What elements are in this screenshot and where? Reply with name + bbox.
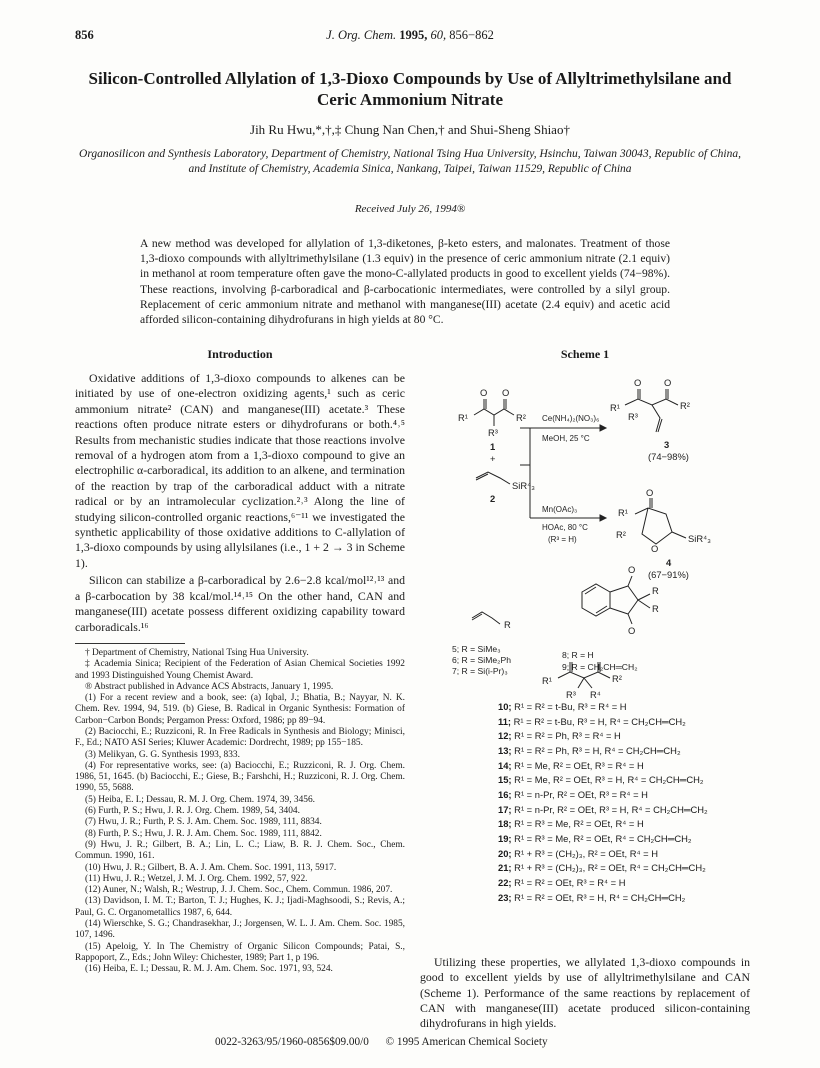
condition-meoh: MeOH, 25 °C	[542, 434, 590, 443]
publication-code: 0022-3263/95/1960-0856$09.00/0	[215, 1036, 369, 1048]
atom-o: O	[646, 487, 654, 498]
abstract: A new method was developed for allylation of 1,3-diketones, β-keto esters, and malonates. Treatment of those 1,3-dioxo compounds with allyltrimethylsilane (1.3 equiv) in the presence of ceric ammonium nitrate (2.1 equiv) in methanol at room temperature often gave the mono-C-allylated products in good to excellent yields (74−98%). These reactions, involving β-carboradical and β-carbocationic intermediates, were controlled by a silyl group. Replacement of ceric ammonium nitrate and methanol with manganese(III) acetate (2.4 equiv) and acetic acid afforded silicon-containing dihydrofurans in high yields at 80 °C.	[140, 237, 670, 327]
compound-number: 3	[664, 439, 670, 450]
intro-paragraph-1: Oxidative additions of 1,3-dioxo compounds to alkenes can be initiated by use of one-electron oxidizing agents,¹ such as ceric ammonium nitrate² (CAN) and manganese(III) acetate.³ These reactions often produce nitrate esters or dihydrofurans or both.⁴˒⁵ Results from mechanistic studies indicate that those reactions involve removal of a hydrogen atom from a 1,3-dioxo compound to give an electrophilic α-carboradical, its addition to an alkene, and termination of the reaction by trap of the carboradical adduct with a nitrate radical or by an intramolecular cyclization.²˒³ Along the line of studying silicon-controlled organic reactions,⁶⁻¹¹ we investigated the synthetic applicability of those oxidative additions to C-allylation of 1,3-dioxo compounds by using allylsilanes (i.e., 1 + 2 → 3 in Scheme 1).	[75, 371, 405, 570]
footnote: (9) Hwu, J. R.; Gilbert, B. A.; Lin, L. C.; Liaw, B. R. J. Chem. Soc., Chem. Commun. 1990, 161.	[75, 839, 405, 862]
compound-6-label: 6; R = SiMe₂Ph	[452, 655, 511, 665]
journal-citation	[75, 28, 745, 43]
list-item: 23; R¹ = R² = OEt, R³ = H, R⁴ = CH₂CH═CH₂	[498, 891, 686, 903]
atom-o: O	[651, 543, 659, 554]
running-header	[75, 28, 745, 44]
list-item: 11; R¹ = R² = t-Bu, R³ = H, R⁴ = CH₂CH═CH₂	[498, 715, 686, 727]
list-item: 17; R¹ = n-Pr, R² = OEt, R³ = H, R⁴ = CH₂CH═CH₂	[498, 803, 708, 815]
yield-4: (67−91%)	[648, 569, 689, 580]
atom-o: O	[502, 387, 510, 398]
footnote: (14) Wierschke, S. G.; Chandrasekhar, J.; Jorgensen, W. L. J. Am. Chem. Soc. 1985, 107, 1496.	[75, 919, 405, 941]
journal-volume: 60,	[430, 28, 447, 42]
page-number: 856	[75, 28, 94, 42]
article-title: Silicon-Controlled Allylation of 1,3-Dioxo Compounds by Use of Allyltrimethylsilane and Ceric Ammonium Nitrate	[88, 69, 732, 109]
footnotes	[75, 648, 405, 976]
group-r2: R²	[680, 400, 690, 411]
footnote: (5) Heiba, E. I.; Dessau, R. M. J. Org. Chem. 1974, 39, 3456.	[85, 794, 316, 805]
footnote: (16) Heiba, E. I.; Dessau, R. M. J. Am. Chem. Soc. 1971, 93, 524.	[85, 964, 333, 975]
footnote: (15) Apeloig, Y. In The Chemistry of Organic Silicon Compounds; Patai, S., Rappoport, Z., Eds.; John Wiley: Chichester, 1989; Part 1, p 196.	[75, 941, 405, 963]
atom-o: O	[628, 564, 636, 575]
journal-year: 1995,	[399, 28, 428, 42]
group-r1: R¹	[458, 412, 468, 423]
list-item: 14; R¹ = Me, R² = OEt, R³ = R⁴ = H	[498, 759, 644, 771]
footnote: (8) Furth, P. S.; Hwu, J. R. J. Am. Chem. Soc. 1989, 111, 8842.	[85, 828, 322, 839]
footnote: ‡ Academia Sinica; Recipient of the Federation of Asian Chemical Societies 1992 and 1993 Distinguished Young Chemist Award.	[75, 659, 405, 681]
atom-o: O	[664, 377, 672, 388]
received-date: Received July 26, 1994®	[354, 203, 466, 215]
footnote: (7) Hwu, J. R.; Furth, P. S. J. Am. Chem. Soc. 1989, 111, 8834.	[85, 817, 322, 828]
compound-number: 1	[490, 441, 496, 452]
reagent-mn: Mn(OAc)₃	[542, 505, 578, 514]
page-footer	[215, 1036, 548, 1048]
footnote: † Department of Chemistry, National Tsing Hua University.	[85, 647, 309, 658]
list-item: 10; R¹ = R² = t-Bu, R³ = R⁴ = H	[498, 701, 627, 712]
footnote: (13) Davidson, I. M. T.; Barton, T. J.; Hughes, K. J.; Ijadi-Maghsoodi, S.; Revis, A.; Paul, G. C. Organometallics 1987, 6, 644.	[75, 896, 405, 918]
group-r4: R⁴	[590, 689, 601, 700]
group-r1: R¹	[610, 402, 620, 413]
left-column	[75, 347, 405, 976]
footnote: (4) For representative works, see: (a) Baciocchi, E.; Ruzziconi, R. J. Org. Chem. 1986, 51, 1645. (b) Baciocchi, E.; Giese, B.; Farshchi, H.; Ruzziconi, R. J. Org. Chem. 1990, 55, 5688.	[75, 760, 405, 794]
footnote: (6) Furth, P. S.; Hwu, J. R. J. Org. Chem. 1989, 54, 3404.	[85, 806, 300, 817]
intro-paragraph-2: Silicon can stabilize a β-carboradical by 2.6−2.8 kcal/mol¹²˒¹³ and a β-carbocation by 38 kcal/mol.¹⁴˒¹⁵ On the other hand, CAN and manganese(III) acetate possess different oxidizing capability toward carboradicals.¹⁶	[75, 573, 405, 634]
list-item: 18; R¹ = R³ = Me, R² = OEt, R⁴ = H	[498, 818, 644, 830]
group-r3: R³	[488, 427, 498, 438]
group-r2: R²	[516, 412, 526, 423]
yield-3: (74−98%)	[648, 451, 689, 462]
copyright: © 1995 American Chemical Society	[385, 1036, 548, 1048]
footnote-divider	[75, 643, 185, 644]
list-item: 22; R¹ = R² = OEt, R³ = R⁴ = H	[498, 876, 626, 888]
scheme-diagram	[420, 362, 750, 712]
reagent-can: Ce(NH₄)₂(NO₃)₆	[542, 414, 600, 423]
footnote: ® Abstract published in Advance ACS Abstracts, January 1, 1995.	[85, 681, 334, 692]
journal-pages: 856−862	[449, 28, 494, 42]
list-item: 15; R¹ = Me, R² = OEt, R³ = H, R⁴ = CH₂CH═CH₂	[498, 774, 704, 786]
list-item: 20; R¹ + R³ = (CH₂)₃, R² = OEt, R⁴ = H	[498, 847, 658, 859]
list-item: 19; R¹ = R³ = Me, R² = OEt, R⁴ = CH₂CH═CH₂	[498, 832, 692, 844]
footnote: (12) Auner, N.; Walsh, R.; Westrup, J. J. Chem. Soc., Chem. Commun. 1986, 207.	[85, 885, 393, 896]
group-r: R	[504, 619, 511, 630]
group-sir4: SiR⁴₃	[512, 480, 535, 491]
group-r: R	[652, 603, 659, 614]
group-r1: R¹	[618, 507, 628, 518]
footnote: (11) Hwu, J. R.; Wetzel, J. M. J. Org. Chem. 1992, 57, 922.	[85, 873, 308, 884]
atom-o: O	[480, 387, 488, 398]
compound-9-label: 9; R = CH₂CH═CH₂	[562, 662, 638, 672]
author-list: Jih Ru Hwu,*,†,‡ Chung Nan Chen,† and Shui-Sheng Shiao†	[250, 122, 570, 137]
journal-name: J. Org. Chem.	[326, 28, 397, 42]
footnote: (1) For a recent review and a book, see: (a) Iqbal, J.; Bhatia, B.; Nayyar, N. K. Chem. Rev. 1994, 94, 519. (b) Giese, B. Radical in Organic Synthesis: Formation of Carbon−Carbon Bonds; Pergamon Press: Oxford, 1986; pp 89−94.	[75, 693, 405, 726]
footnote: (2) Baciocchi, E.; Ruzziconi, R. In Free Radicals in Synthesis and Biology; Minisci, F., Ed.; NATO ASI Series; Kluwer Academic: Dordrecht, 1989; pp 155−185.	[75, 726, 405, 749]
group-r: R	[652, 585, 659, 596]
footnote: (3) Melikyan, G. G. Synthesis 1993, 833.	[85, 749, 240, 760]
group-r2: R²	[612, 673, 622, 684]
scheme-1	[420, 347, 750, 712]
compound-number: 4	[666, 557, 672, 568]
scheme-label: Scheme 1	[560, 347, 610, 361]
list-item: 21; R¹ + R³ = (CH₂)₃, R² = OEt, R⁴ = CH₂CH═CH₂	[498, 862, 706, 874]
compound-number: 2	[490, 493, 496, 504]
footnote: (10) Hwu, J. R.; Gilbert, B. A. J. Am. Chem. Soc. 1991, 113, 5917.	[85, 862, 337, 873]
body-paragraph: Utilizing these properties, we allylated 1,3-dioxo compounds in good to excellent yields by use of allyltrimethylsilane and CAN (Scheme 1). Performance of the same reactions by replacement of CAN with manganese(III) acetate produced silicon-containing dihydrofurans in high yields.	[420, 954, 750, 1031]
plus-sign: +	[490, 453, 496, 464]
atom-o: O	[634, 377, 642, 388]
condition-hoac: HOAc, 80 °C	[542, 523, 588, 532]
condition-r3h: (R³ = H)	[548, 535, 577, 544]
group-r3: R³	[566, 689, 576, 700]
compound-list	[498, 700, 708, 905]
group-r2: R²	[616, 529, 626, 540]
list-item: 12; R¹ = R² = Ph, R³ = R⁴ = H	[498, 730, 621, 742]
compound-7-label: 7; R = Si(i-Pr)₃	[452, 666, 508, 676]
group-r3: R³	[628, 411, 638, 422]
atom-o: O	[628, 625, 636, 636]
section-heading-introduction: Introduction	[207, 347, 273, 361]
list-item: 13; R¹ = R² = Ph, R³ = H, R⁴ = CH₂CH═CH₂	[498, 744, 681, 756]
group-r1: R¹	[542, 675, 552, 686]
list-item: 16; R¹ = n-Pr, R² = OEt, R³ = R⁴ = H	[498, 788, 648, 800]
compound-8-label: 8; R = H	[562, 650, 594, 660]
compound-5-label: 5; R = SiMe₃	[452, 644, 501, 654]
affiliation: Organosilicon and Synthesis Laboratory, Department of Chemistry, National Tsing Hua University, Hsinchu, Taiwan 30043, Republic of China, and Institute of Chemistry, Academia Sinica, Nankang, Taipei, Taiwan 11529, Republic of China	[79, 148, 741, 175]
group-sir4: SiR⁴₃	[688, 533, 711, 544]
